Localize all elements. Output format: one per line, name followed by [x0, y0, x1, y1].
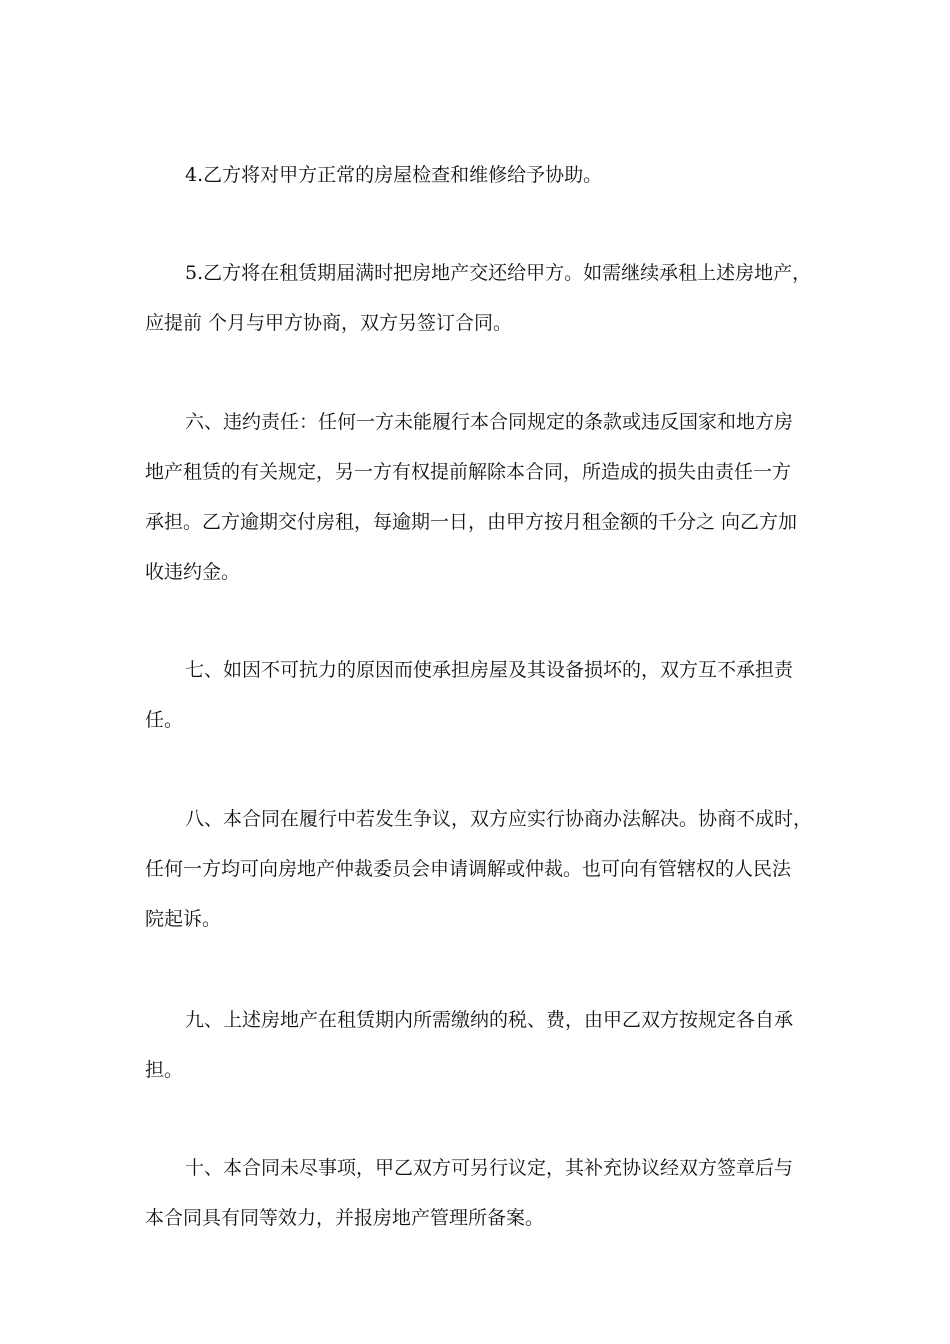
clause-line: 六、违约责任：任何一方未能履行本合同规定的条款或违反国家和地方房	[185, 411, 794, 433]
clause-7-force-majeure	[145, 645, 825, 745]
clause-line: 七、如因不可抗力的原因而使承担房屋及其设备损坏的，双方互不承担责	[185, 659, 794, 681]
clause-6-breach-liability	[145, 397, 825, 597]
clause-line: 承担。乙方逾期交付房租，每逾期一日，由甲方按月租金额的千分之 向乙方加	[145, 511, 798, 533]
clause-line: 九、上述房地产在租赁期内所需缴纳的税、费，由甲乙双方按规定各自承	[185, 1009, 794, 1031]
clause-line: 5.乙方将在租赁期届满时把房地产交还给甲方。如需继续承租上述房地产，	[185, 262, 812, 284]
clause-line: 担。	[145, 1059, 184, 1081]
clause-line: 收违约金。	[145, 561, 241, 583]
clause-5	[145, 248, 825, 348]
clause-line: 院起诉。	[145, 908, 222, 930]
clause-8-disputes	[145, 794, 825, 944]
clause-line: 十、本合同未尽事项，甲乙双方可另行议定，其补充协议经双方签章后与	[185, 1157, 794, 1179]
clause-line: 4.乙方将对甲方正常的房屋检查和维修给予协助。	[185, 164, 603, 186]
clause-line: 任何一方均可向房地产仲裁委员会申请调解或仲裁。也可向有管辖权的人民法	[145, 858, 792, 880]
clause-9-taxes	[145, 995, 825, 1095]
clause-line: 任。	[145, 709, 184, 731]
clause-line: 本合同具有同等效力，并报房地产管理所备案。	[145, 1207, 545, 1229]
clause-line: 八、本合同在履行中若发生争议，双方应实行协商办法解决。协商不成时，	[185, 808, 813, 830]
clause-line: 应提前 个月与甲方协商，双方另签订合同。	[145, 312, 513, 334]
clause-10-supplementary	[145, 1143, 825, 1243]
clause-4	[145, 150, 825, 200]
clause-line: 地产租赁的有关规定，另一方有权提前解除本合同，所造成的损失由责任一方	[145, 461, 792, 483]
